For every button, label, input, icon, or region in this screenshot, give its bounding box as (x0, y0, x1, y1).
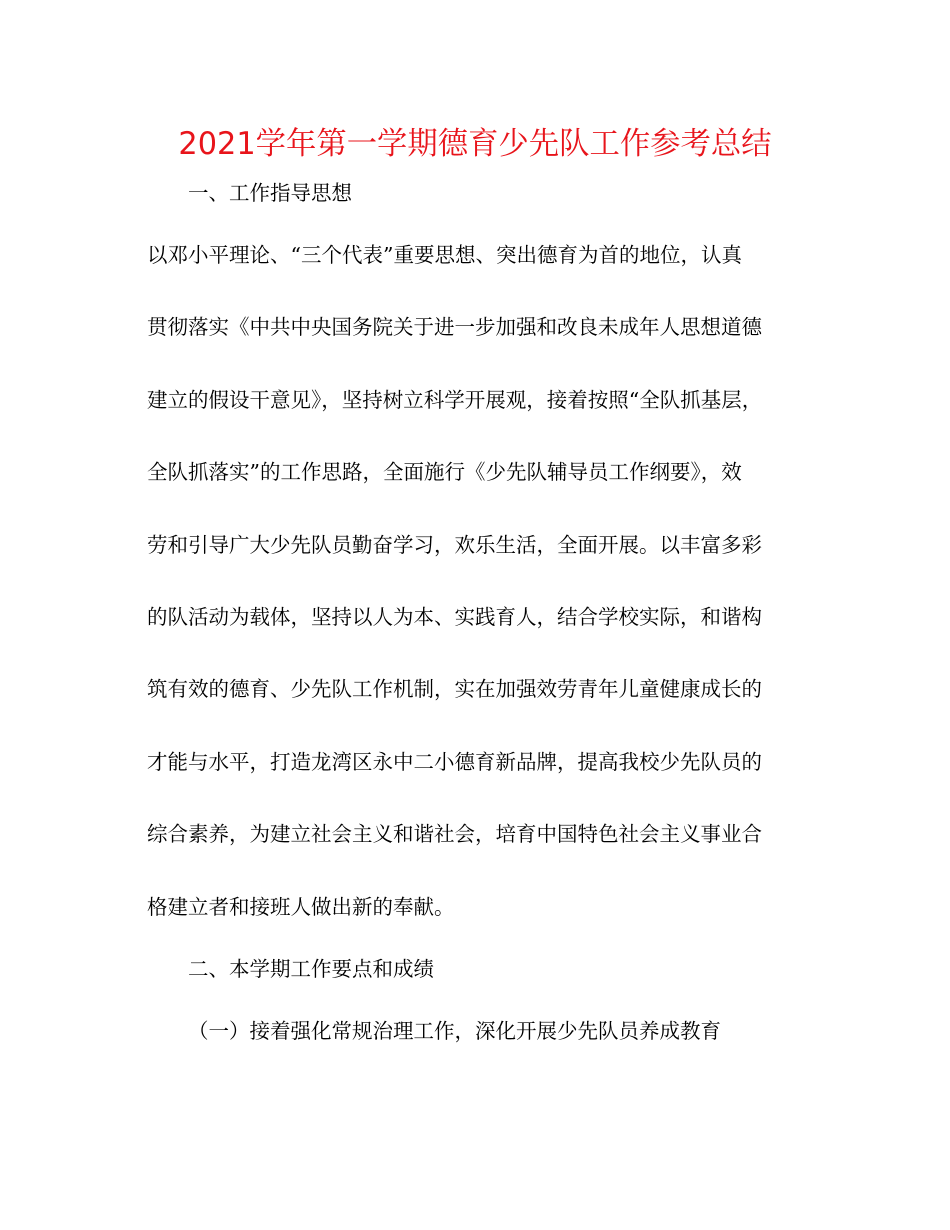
paragraph-line: 的队活动为载体，坚持以人为本、实践育人，结合学校实际，和谐构 (147, 605, 762, 629)
paragraph-line: 格建立者和接班人做出新的奉献。 (147, 895, 455, 919)
section-heading: 一、工作指导思想 (188, 181, 352, 205)
paragraph-line: 才能与水平，打造龙湾区永中二小德育新品牌，提高我校少先队员的 (147, 750, 762, 774)
paragraph-line: 全队抓落实”的工作思路，全面施行《少先队辅导员工作纲要》，效 (147, 460, 742, 484)
paragraph-line: 贯彻落实《中共中央国务院关于进一步加强和改良未成年人思想道德 (147, 315, 762, 339)
document-title: 2021学年第一学期德育少先队工作参考总结 (178, 126, 772, 162)
paragraph-line: 以邓小平理论、“三个代表”重要思想、突出德育为首的地位，认真 (147, 243, 742, 267)
paragraph-line: 劳和引导广大少先队员勤奋学习，欢乐生活，全面开展。以丰富多彩 (147, 533, 762, 557)
section-heading: 二、本学期工作要点和成绩 (188, 957, 434, 981)
paragraph-line: 筑有效的德育、少先队工作机制，实在加强效劳青年儿童健康成长的 (147, 677, 762, 701)
paragraph-line: 建立的假设干意见》，坚持树立科学开展观，接着按照“全队抓基层， (147, 388, 763, 412)
subsection-heading: （一）接着强化常规治理工作，深化开展少先队员养成教育 (188, 1019, 721, 1043)
paragraph-line: 综合素养，为建立社会主义和谐社会，培育中国特色社会主义事业合 (147, 822, 762, 846)
